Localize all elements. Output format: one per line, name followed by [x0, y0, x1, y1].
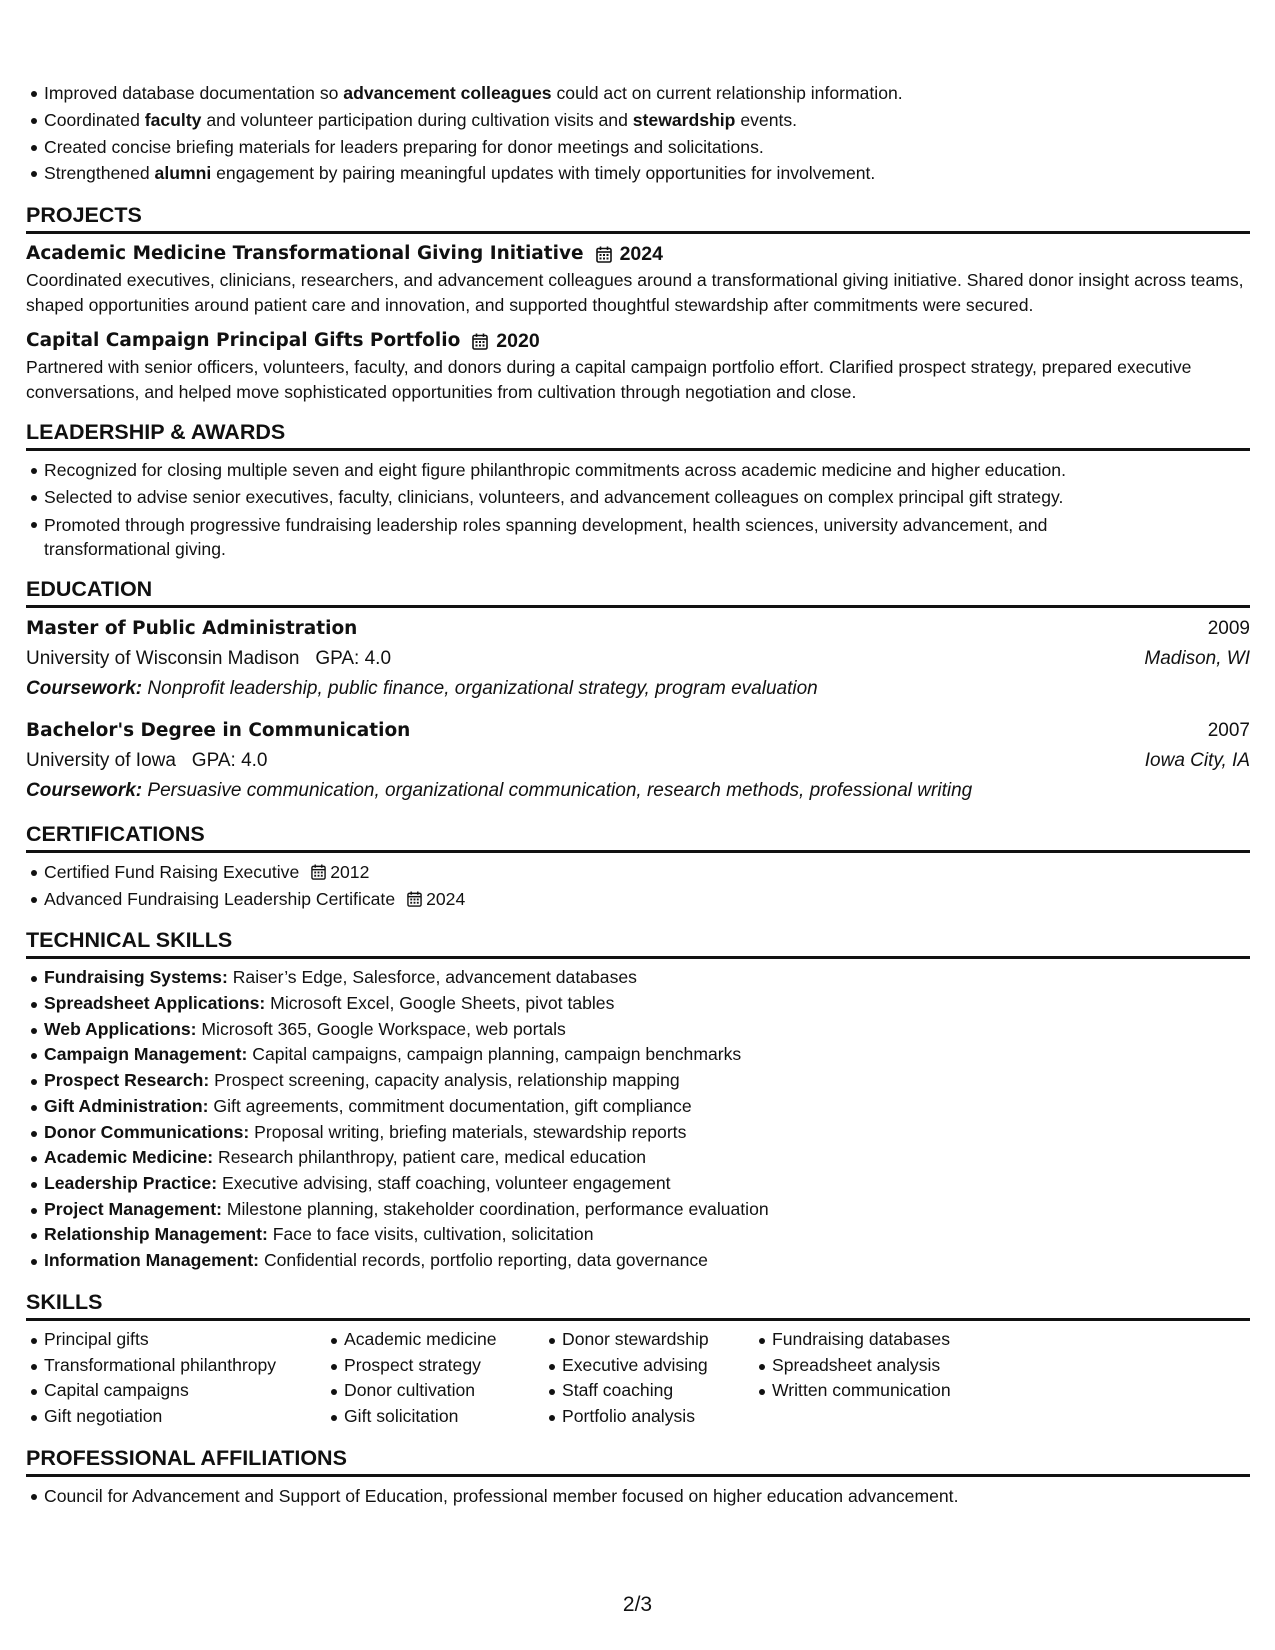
skill-category: Leadership Practice: — [44, 1173, 218, 1193]
skill-item: Written communication — [772, 1378, 992, 1404]
skills-section — [26, 1288, 1250, 1430]
school-name: University of Wisconsin Madison — [26, 647, 300, 669]
skill-values: Microsoft Excel, Google Sheets, pivot tables — [270, 993, 615, 1014]
certification-name: Certified Fund Raising Executive — [44, 861, 300, 882]
skill-category: Relationship Management: — [44, 1224, 268, 1245]
section-heading: PROJECTS — [26, 201, 1250, 234]
coursework: Persuasive communication, organizational communication, research methods, professional writing — [147, 779, 973, 801]
coursework-label: Coursework: — [26, 677, 143, 699]
skill-values: Gift agreements, commitment documentation, gift compliance — [213, 1095, 692, 1116]
calendar-icon — [596, 246, 612, 263]
experience-bullet: Coordinated faculty and volunteer participation during cultivation visits and stewardship events. — [44, 107, 1250, 134]
skills-column — [544, 1327, 754, 1430]
skill-values: Research philanthropy, patient care, medical education — [218, 1147, 647, 1168]
technical-skill-item — [44, 1197, 1250, 1223]
experience-bullet-list — [26, 80, 1250, 187]
skills-columns — [26, 1327, 1250, 1430]
resume-page — [26, 80, 1250, 1509]
skill-category: Gift Administration: — [44, 1095, 209, 1116]
page-number: 2/3 — [622, 1593, 653, 1616]
skill-item: Capital campaigns — [44, 1378, 326, 1404]
skill-values: Executive advising, staff coaching, volunteer engagement — [221, 1173, 671, 1193]
school-location: Iowa City, IA — [1144, 749, 1250, 771]
technical-skill-item — [44, 991, 1250, 1017]
section-heading: PROFESSIONAL AFFILIATIONS — [26, 1444, 1250, 1477]
technical-skill-item — [44, 1145, 1250, 1171]
skill-values: Proposal writing, briefing materials, stewardship reports — [254, 1121, 687, 1142]
education-item — [26, 716, 1250, 806]
project-description: Partnered with senior officers, volunteers, faculty, and donors during a capital campaign portfolio effort. Clarified prospect strategy, prepared executive conversations, and helped move sophisticated opportunities from cultivation through negotiation and close. — [26, 357, 1192, 402]
gpa: GPA: 4.0 — [315, 647, 392, 669]
skill-category: Project Management: — [44, 1198, 222, 1219]
leadership-section — [26, 418, 1250, 561]
degree-title: Bachelor's Degree in Communication — [26, 719, 411, 741]
skill-item: Spreadsheet analysis — [772, 1353, 992, 1379]
graduation-date: 2009 — [1207, 617, 1250, 639]
technical-skill-item — [44, 1222, 1250, 1248]
list-item: Promoted through progressive fundraising leadership roles spanning development, health sciences, university advancement, and transformational giving. — [44, 511, 1250, 561]
skill-item: Prospect strategy — [344, 1353, 544, 1379]
skill-category: Web Applications: — [44, 1018, 197, 1039]
technical-skill-item — [44, 1042, 1250, 1068]
calendar-icon — [472, 333, 488, 350]
degree-title: Master of Public Administration — [26, 617, 358, 639]
skill-values: Capital campaigns, campaign planning, campaign benchmarks — [252, 1044, 742, 1065]
technical-skill-item — [44, 1017, 1250, 1043]
project-year: 2024 — [619, 243, 663, 266]
project-item — [26, 327, 1250, 404]
certifications-list — [26, 859, 1250, 913]
skill-item: Gift negotiation — [44, 1404, 326, 1430]
gpa: GPA: 4.0 — [191, 749, 268, 771]
skill-category: Spreadsheet Applications: — [44, 993, 266, 1014]
skill-values: Milestone planning, stakeholder coordination, performance evaluation — [226, 1198, 769, 1219]
skill-values: Prospect screening, capacity analysis, relationship mapping — [214, 1070, 680, 1091]
skill-item: Gift solicitation — [344, 1404, 544, 1430]
skill-values: Microsoft 365, Google Workspace, web portals — [201, 1018, 566, 1039]
technical-skill-item — [44, 1171, 1250, 1197]
skill-item: Executive advising — [562, 1353, 754, 1379]
skill-category: Information Management: — [44, 1250, 260, 1271]
list-item: Recognized for closing multiple seven and eight figure philanthropic commitments across academic medicine and higher education. — [44, 457, 1250, 484]
education-item — [26, 614, 1250, 704]
certification-year: 2024 — [426, 888, 466, 909]
skill-item: Principal gifts — [44, 1327, 326, 1353]
certification-name: Advanced Fundraising Leadership Certificate — [44, 888, 396, 909]
skill-values: Confidential records, portfolio reporting, data governance — [263, 1250, 708, 1271]
projects-section — [26, 201, 1250, 404]
skill-category: Academic Medicine: — [44, 1147, 214, 1168]
leadership-list — [26, 457, 1250, 561]
graduation-date: 2007 — [1207, 719, 1250, 741]
skill-category: Fundraising Systems: — [44, 967, 228, 988]
technical-skill-item — [44, 965, 1250, 991]
technical-skill-item — [44, 1120, 1250, 1146]
technical-skills-section — [26, 926, 1250, 1273]
project-description: Coordinated executives, clinicians, researchers, and advancement colleagues around a transformational giving initiative. Shared donor insight across teams, shaped opportunities around patient care and innovation, and supported thoughtful stewardship after commitments were secured. — [26, 270, 1244, 315]
certifications-section — [26, 820, 1250, 913]
skill-category: Prospect Research: — [44, 1070, 210, 1091]
project-title: Capital Campaign Principal Gifts Portfolio — [26, 330, 461, 352]
experience-bullet: Created concise briefing materials for leaders preparing for donor meetings and solicitations. — [44, 134, 1250, 161]
technical-skill-item — [44, 1094, 1250, 1120]
project-year: 2020 — [496, 330, 540, 353]
section-heading: SKILLS — [26, 1288, 1250, 1321]
education-section — [26, 575, 1250, 806]
coursework-label: Coursework: — [26, 779, 143, 801]
experience-bullet: Strengthened alumni engagement by pairing meaningful updates with timely opportunities for involvement. — [44, 160, 1250, 187]
project-item — [26, 240, 1250, 317]
technical-skills-list — [26, 965, 1250, 1273]
project-title: Academic Medicine Transformational Giving Initiative — [26, 243, 584, 265]
skill-item: Transformational philanthropy — [44, 1353, 326, 1379]
skill-item: Donor cultivation — [344, 1378, 544, 1404]
school-location: Madison, WI — [1144, 647, 1250, 669]
skill-values: Raiser’s Edge, Salesforce, advancement databases — [232, 967, 637, 988]
skill-item: Donor stewardship — [562, 1327, 754, 1353]
skill-item: Staff coaching — [562, 1378, 754, 1404]
section-heading: LEADERSHIP & AWARDS — [26, 418, 1250, 451]
section-heading: TECHNICAL SKILLS — [26, 926, 1250, 959]
skill-category: Donor Communications: — [44, 1121, 250, 1142]
school-name: University of Iowa — [26, 749, 176, 771]
section-heading: EDUCATION — [26, 575, 1250, 608]
certification-year: 2012 — [330, 861, 370, 882]
skills-column — [754, 1327, 992, 1430]
certification-item — [44, 886, 1250, 913]
affiliations-list — [26, 1483, 1250, 1510]
skill-item: Portfolio analysis — [562, 1404, 754, 1430]
section-heading: CERTIFICATIONS — [26, 820, 1250, 853]
calendar-icon — [311, 864, 326, 880]
technical-skill-item — [44, 1248, 1250, 1274]
skill-item: Academic medicine — [344, 1327, 544, 1353]
list-item: Selected to advise senior executives, faculty, clinicians, volunteers, and advancement colleagues on complex principal gift strategy. — [44, 484, 1250, 511]
skill-category: Campaign Management: — [44, 1044, 248, 1065]
list-item: Council for Advancement and Support of Education, professional member focused on higher education advancement. — [44, 1483, 1250, 1510]
affiliations-section — [26, 1444, 1250, 1510]
skill-values: Face to face visits, cultivation, solicitation — [272, 1224, 594, 1245]
coursework: Nonprofit leadership, public finance, organizational strategy, program evaluation — [147, 677, 818, 699]
certification-item — [44, 859, 1250, 886]
skill-item: Fundraising databases — [772, 1327, 992, 1353]
technical-skill-item — [44, 1068, 1250, 1094]
experience-bullet: Improved database documentation so advancement colleagues could act on current relationship information. — [44, 80, 1250, 107]
skills-column — [326, 1327, 544, 1430]
calendar-icon — [407, 891, 422, 907]
skills-column — [26, 1327, 326, 1430]
